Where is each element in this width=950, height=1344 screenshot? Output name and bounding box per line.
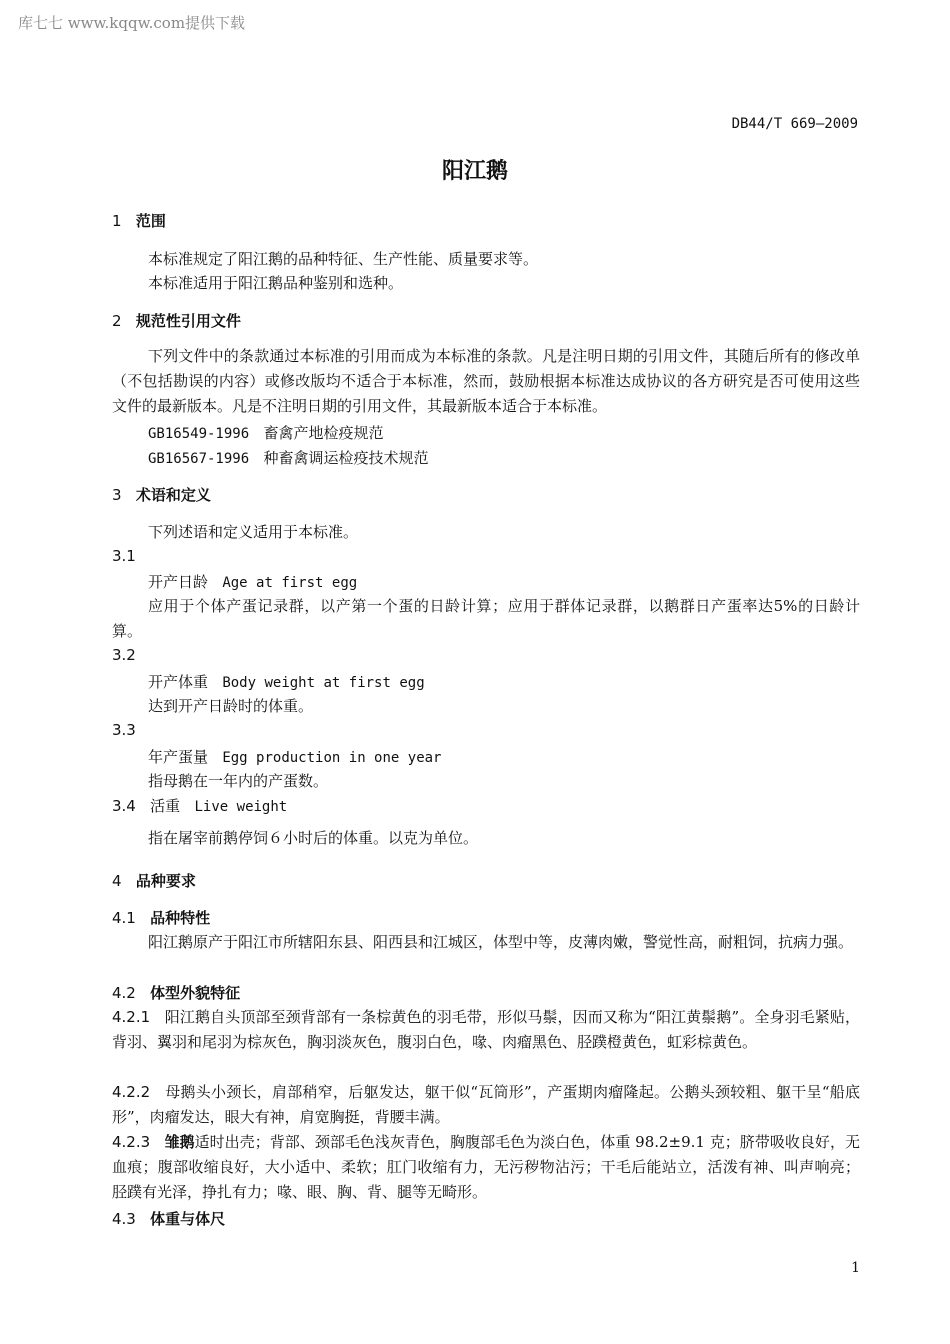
clause-number: 4.2.2 — [112, 1083, 151, 1101]
term-definition: 应用于个体产蛋记录群，以产第一个蛋的日龄计算；应用于群体记录群，以鹅群日产蛋率达5%的日龄计算。 — [112, 597, 860, 640]
section-title: 品种要求 — [135, 872, 196, 890]
term-zh: 开产日龄 — [148, 573, 209, 591]
reference-name: 种畜禽调运检疫技术规范 — [263, 449, 429, 467]
term-en: Live weight — [194, 799, 288, 815]
term-zh: 开产体重 — [148, 673, 209, 691]
section-number: 3 — [112, 486, 122, 504]
term-definition: 指母鹅在一年内的产蛋数。 — [148, 772, 329, 790]
paragraph: 本标准规定了阳江鹅的品种特征、生产性能、质量要求等。 — [148, 250, 539, 268]
section-number: 4.2 — [112, 984, 136, 1002]
term-definition: 达到开产日龄时的体重。 — [148, 697, 314, 715]
doc-number: DB44/T 669—2009 — [731, 116, 858, 132]
clause-number: 4.2.3 — [112, 1133, 151, 1151]
term — [148, 571, 357, 592]
term-en: Body weight at first egg — [222, 675, 425, 691]
section-4-heading — [112, 870, 196, 891]
section-title: 体型外貌特征 — [150, 984, 241, 1002]
clause-text: 阳江鹅自头顶部至颈背部有一条棕黄色的羽毛带，形似马鬃，因而又称为“阳江黄鬃鹅”。全身羽毛紧贴，背羽、翼羽和尾羽为棕灰色，胸羽淡灰色，腹羽白色，喙、肉瘤黑色、胫蹼橙黄色，虹彩棕黄色。 — [112, 1008, 860, 1051]
term-number: 3.4 — [112, 797, 136, 815]
section-title: 规范性引用文件 — [135, 312, 241, 330]
section-3-heading — [112, 484, 211, 505]
paragraph: 下列文件中的条款通过本标准的引用而成为本标准的条款。凡是注明日期的引用文件，其随后所有的修改单（不包括勘误的内容）或修改版均不适合于本标准，然而，鼓励根据本标准达成协议的各方研究是否可使用这些文件的最新版本。凡是不注明日期的引用文件，其最新版本适合于本标准。 — [112, 347, 860, 415]
clause-lead: 雏鹅 — [164, 1133, 195, 1151]
section-number: 1 — [112, 212, 122, 230]
watermark: 库七七 www.kqqw.com提供下载 — [18, 14, 246, 32]
term — [148, 671, 425, 692]
term-en: Egg production in one year — [222, 750, 442, 766]
reference-code: GB16549-1996 — [148, 426, 250, 442]
section-number: 4 — [112, 872, 122, 890]
section-number: 4.3 — [112, 1210, 136, 1228]
term-definition: 指在屠宰前鹅停饲６小时后的体重。以克为单位。 — [148, 829, 479, 847]
clause-text: 适时出壳；背部、颈部毛色浅灰青色，胸腹部毛色为淡白色，体重 98.2±9.1 克；脐带吸收良好，无血痕；腹部收缩良好，大小适中、柔软；肛门收缩有力，无污秽物沾污；干毛后能站立，活泼有神、叫声响亮；胫蹼有光泽，挣扎有力；喙、眼、胸、背、腿等无畸形。 — [112, 1133, 860, 1201]
paragraph: 下列述语和定义适用于本标准。 — [148, 523, 359, 541]
section-number: 4.1 — [112, 909, 136, 927]
term-number: 3.3 — [112, 721, 136, 739]
paragraph: 本标准适用于阳江鹅品种鉴别和选种。 — [148, 274, 404, 292]
clause-4-2-3 — [112, 1130, 860, 1205]
reference-name: 畜禽产地检疫规范 — [263, 424, 384, 442]
reference-code: GB16567-1996 — [148, 451, 250, 467]
subsection-4-3-heading — [112, 1208, 225, 1229]
clause-number: 4.2.1 — [112, 1008, 151, 1026]
section-title: 体重与体尺 — [150, 1210, 226, 1228]
term-zh: 活重 — [150, 797, 181, 815]
section-title: 范围 — [135, 212, 166, 230]
subsection-4-2-heading — [112, 982, 240, 1003]
clause-4-2-1 — [112, 1005, 860, 1055]
section-title: 术语和定义 — [135, 486, 211, 504]
section-number: 2 — [112, 312, 122, 330]
term-en: Age at first egg — [222, 575, 358, 591]
clause-4-2-2 — [112, 1080, 860, 1130]
reference-item — [148, 422, 383, 443]
clause-text: 母鹅头小颈长，肩部稍窄，后躯发达，躯干似“瓦筒形”，产蛋期肉瘤隆起。公鹅头颈较粗、躯干呈“船底形”，肉瘤发达，眼大有神，肩宽胸挺，背腰丰满。 — [112, 1083, 860, 1126]
subsection-4-1-heading — [112, 907, 210, 928]
term-zh: 年产蛋量 — [148, 748, 209, 766]
section-title: 品种特性 — [150, 909, 211, 927]
term-number: 3.2 — [112, 646, 136, 664]
term-number: 3.1 — [112, 547, 136, 565]
term — [112, 795, 287, 816]
page-number: 1 — [851, 1260, 860, 1276]
section-2-heading — [112, 310, 241, 331]
paragraph: 阳江鹅原产于阳江市所辖阳东县、阳西县和江城区，体型中等，皮薄肉嫩，警觉性高，耐粗饲，抗病力强。 — [148, 933, 854, 951]
page-title: 阳江鹅 — [441, 159, 508, 184]
reference-item — [148, 447, 428, 468]
section-1-heading — [112, 210, 166, 231]
term — [148, 746, 441, 767]
